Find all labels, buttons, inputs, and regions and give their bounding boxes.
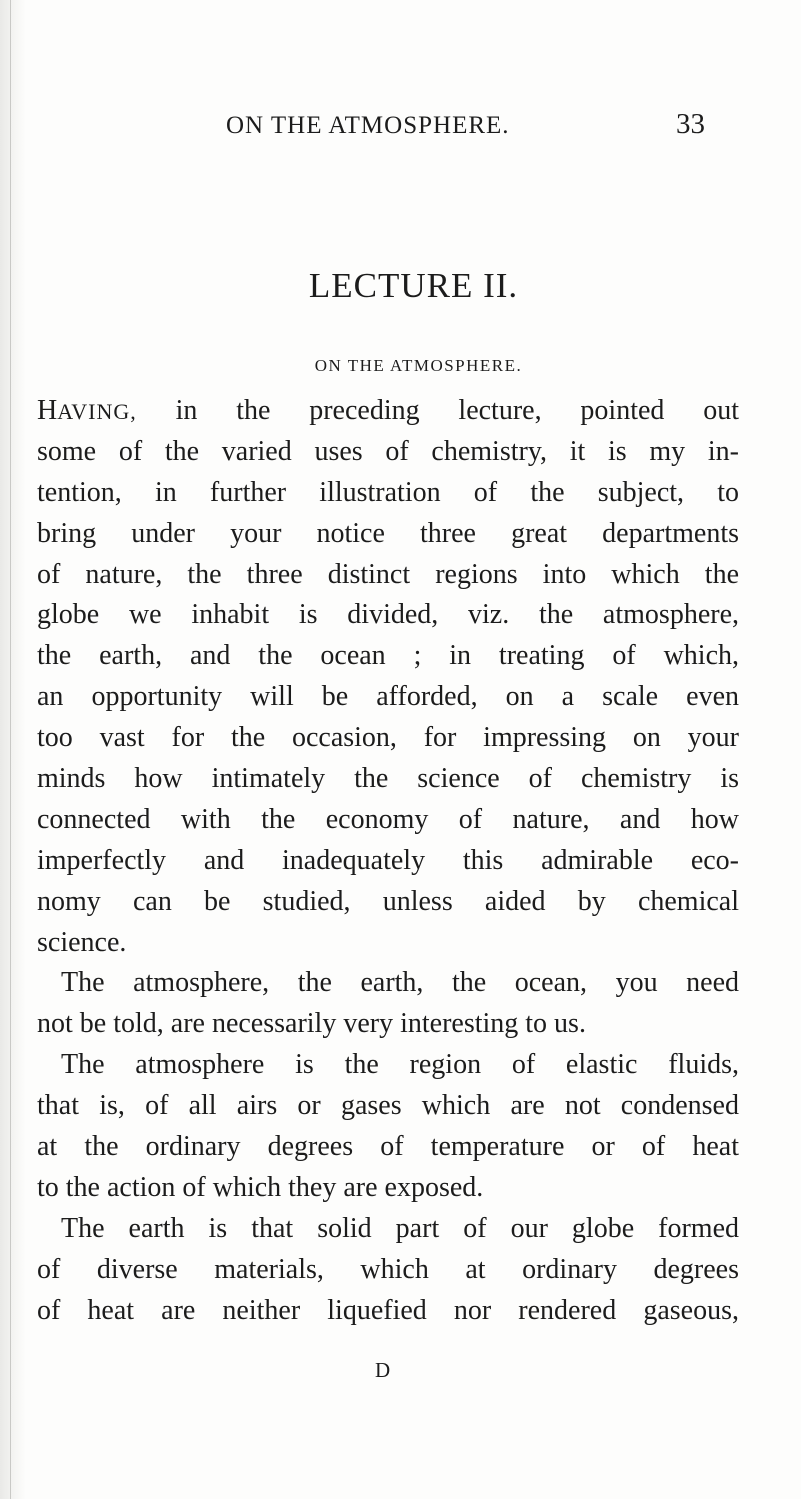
text-line: The atmosphere is the region of elastic fluids, [61,1049,739,1081]
text-line: of diverse materials, which at ordinary degrees [37,1253,739,1285]
binding-edge-line [10,0,11,1499]
running-head: ON THE ATMOSPHERE. [226,112,510,139]
drop-initial: H [37,395,58,426]
binding-gutter [0,0,26,1499]
text-line: at the ordinary degrees of temperature or of heat [37,1131,739,1163]
body-text [37,391,739,1331]
lecture-title: LECTURE II. [308,266,519,305]
text-line: bring under your notice three great departments [37,517,739,549]
text-line: imperfectly and inadequately this admirable eco- [37,844,739,876]
text-line: the earth, and the ocean ; in treating of which, [37,640,739,672]
text-line: some of the varied uses of chemistry, it is my in- [37,435,739,467]
text-line: of nature, the three distinct regions into which the [37,558,739,590]
page-number: 33 [676,108,705,140]
signature-mark: D [375,1358,391,1382]
text-line: nomy can be studied, unless aided by chemical [37,885,739,917]
text-line: globe we inhabit is divided, viz. the atmosphere, [37,599,739,631]
lecture-subtitle: ON THE ATMOSPHERE. [314,356,523,375]
text-line: too vast for the occasion, for impressing on your [37,722,739,754]
text-line [37,391,739,432]
small-caps-word: AVING, [57,399,137,424]
text-line: not be told, are necessarily very interesting to us. [37,1008,586,1040]
text-line: tention, in further illustration of the subject, to [37,476,739,508]
text-line: The atmosphere, the earth, the ocean, you need [61,967,739,999]
line-text: in the preceding lecture, pointed out [136,395,739,426]
text-line: an opportunity will be afforded, on a scale even [37,681,739,713]
text-line: connected with the economy of nature, and how [37,803,739,835]
text-line: minds how intimately the science of chemistry is [37,763,739,795]
text-line: science. [37,926,127,958]
text-line: to the action of which they are exposed. [37,1171,484,1203]
text-line: of heat are neither liquefied nor rendered gaseous, [37,1294,739,1326]
text-line: that is, of all airs or gases which are not condensed [37,1090,739,1122]
text-line: The earth is that solid part of our globe formed [61,1212,739,1244]
